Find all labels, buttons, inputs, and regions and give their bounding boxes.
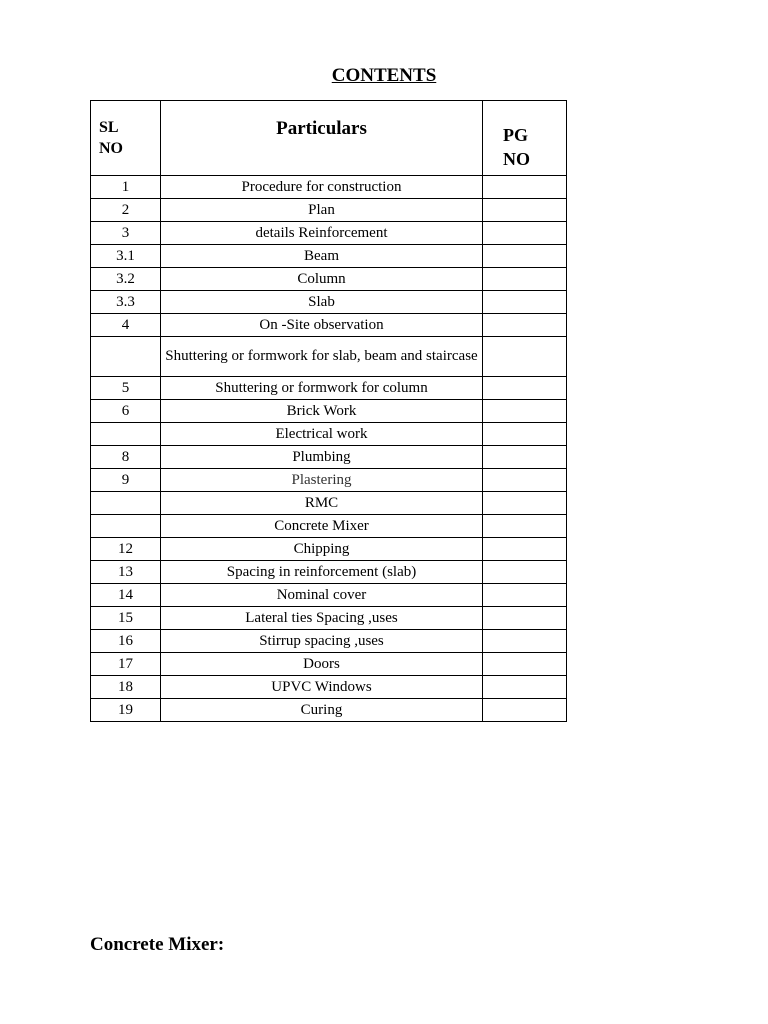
row-particular: Plan <box>161 199 483 222</box>
row-sl: 13 <box>91 561 161 584</box>
table-row <box>91 199 567 222</box>
row-pg <box>483 699 567 722</box>
row-sl: 17 <box>91 653 161 676</box>
table-row <box>91 492 567 515</box>
row-sl: 2 <box>91 199 161 222</box>
table-row <box>91 653 567 676</box>
table-row <box>91 423 567 446</box>
row-sl <box>91 423 161 446</box>
table-row <box>91 515 567 538</box>
row-sl <box>91 492 161 515</box>
row-pg <box>483 676 567 699</box>
row-particular: Shuttering or formwork for column <box>161 377 483 400</box>
row-particular: Nominal cover <box>161 584 483 607</box>
table-row <box>91 607 567 630</box>
header-sl-line2: NO <box>99 140 123 157</box>
table-row <box>91 699 567 722</box>
row-sl: 3 <box>91 222 161 245</box>
table-row <box>91 630 567 653</box>
table-row <box>91 446 567 469</box>
row-pg <box>483 515 567 538</box>
table-row <box>91 268 567 291</box>
table-row <box>91 584 567 607</box>
row-pg <box>483 423 567 446</box>
row-particular: Concrete Mixer <box>161 515 483 538</box>
row-pg <box>483 199 567 222</box>
row-particular: Curing <box>161 699 483 722</box>
contents-table <box>90 100 567 722</box>
header-sl-line1: SL <box>99 119 119 136</box>
row-particular: Doors <box>161 653 483 676</box>
row-sl: 15 <box>91 607 161 630</box>
row-sl: 4 <box>91 314 161 337</box>
row-sl: 16 <box>91 630 161 653</box>
row-particular: Stirrup spacing ,uses <box>161 630 483 653</box>
row-sl <box>91 515 161 538</box>
row-sl: 12 <box>91 538 161 561</box>
row-sl: 5 <box>91 377 161 400</box>
row-particular: Plumbing <box>161 446 483 469</box>
row-pg <box>483 630 567 653</box>
table-row <box>91 222 567 245</box>
row-pg <box>483 314 567 337</box>
row-particular: Spacing in reinforcement (slab) <box>161 561 483 584</box>
table-row <box>91 314 567 337</box>
row-pg <box>483 245 567 268</box>
row-particular: Brick Work <box>161 400 483 423</box>
table-row <box>91 176 567 199</box>
row-pg <box>483 222 567 245</box>
row-particular: Lateral ties Spacing ,uses <box>161 607 483 630</box>
header-pg-line1: PG <box>503 125 528 145</box>
table-row <box>91 337 567 377</box>
header-pg-line2: NO <box>503 149 530 169</box>
row-particular: Beam <box>161 245 483 268</box>
row-particular: Slab <box>161 291 483 314</box>
document-title: CONTENTS <box>331 65 437 86</box>
row-pg <box>483 561 567 584</box>
row-particular: RMC <box>161 492 483 515</box>
table-row <box>91 676 567 699</box>
table-header-row <box>91 101 567 176</box>
header-pg-no <box>483 101 567 176</box>
row-particular: Column <box>161 268 483 291</box>
row-sl: 19 <box>91 699 161 722</box>
row-particular: UPVC Windows <box>161 676 483 699</box>
row-sl: 8 <box>91 446 161 469</box>
row-pg <box>483 492 567 515</box>
row-pg <box>483 653 567 676</box>
row-sl: 14 <box>91 584 161 607</box>
row-pg <box>483 176 567 199</box>
row-particular: Plastering <box>161 469 483 492</box>
row-particular: details Reinforcement <box>161 222 483 245</box>
table-row <box>91 377 567 400</box>
table-row <box>91 469 567 492</box>
row-pg <box>483 446 567 469</box>
row-pg <box>483 538 567 561</box>
row-sl: 3.3 <box>91 291 161 314</box>
row-sl: 9 <box>91 469 161 492</box>
table-row <box>91 245 567 268</box>
table-row <box>91 400 567 423</box>
table-row <box>91 538 567 561</box>
row-sl <box>91 337 161 377</box>
row-sl: 18 <box>91 676 161 699</box>
row-particular: Shuttering or formwork for slab, beam and staircase <box>161 337 483 377</box>
row-sl: 3.1 <box>91 245 161 268</box>
row-pg <box>483 337 567 377</box>
row-particular: Chipping <box>161 538 483 561</box>
row-pg <box>483 291 567 314</box>
row-pg <box>483 607 567 630</box>
row-particular: On -Site observation <box>161 314 483 337</box>
header-particulars: Particulars <box>161 101 483 176</box>
row-particular: Electrical work <box>161 423 483 446</box>
row-pg <box>483 584 567 607</box>
row-pg <box>483 268 567 291</box>
row-sl: 3.2 <box>91 268 161 291</box>
row-sl: 6 <box>91 400 161 423</box>
row-pg <box>483 400 567 423</box>
row-pg <box>483 469 567 492</box>
row-particular: Procedure for construction <box>161 176 483 199</box>
table-row <box>91 291 567 314</box>
table-row <box>91 561 567 584</box>
section-heading: Concrete Mixer: <box>90 934 225 955</box>
header-sl-no <box>91 101 161 176</box>
row-sl: 1 <box>91 176 161 199</box>
row-pg <box>483 377 567 400</box>
